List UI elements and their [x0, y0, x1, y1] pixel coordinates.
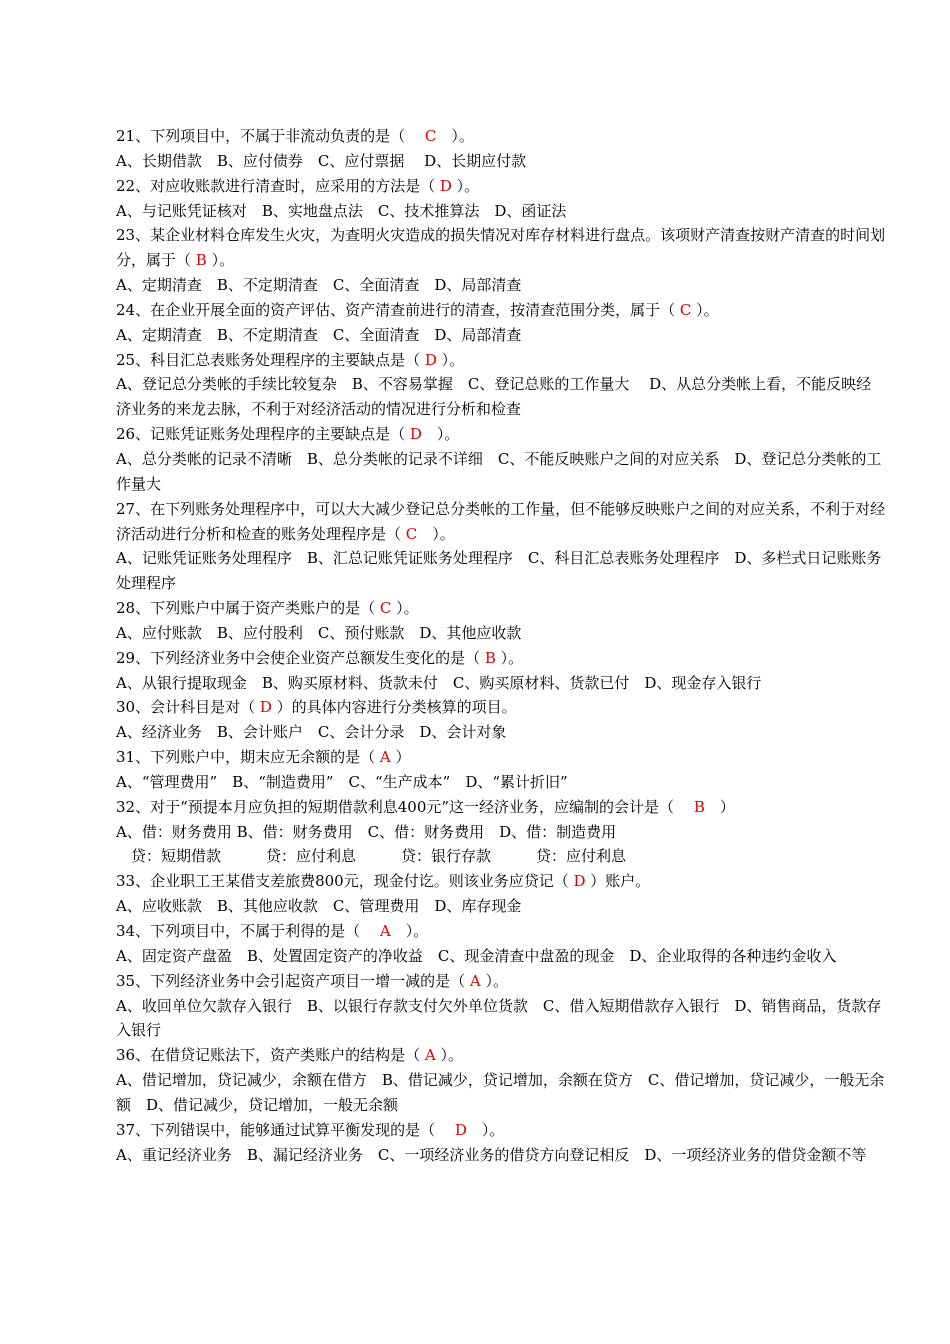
- question-options: A、重记经济业务 B、漏记经济业务 C、一项经济业务的借贷方向登记相反 D、一项经济业务的借贷金额不等: [116, 1145, 867, 1164]
- answer-letter: A: [375, 748, 396, 767]
- question-text: 23、某企业材料仓库发生火灾，为查明火灾造成的损失情况对库存材料进行盘点。该项财产清查按财产清查的时间划分，属于（: [116, 226, 886, 270]
- document-page: [116, 124, 886, 1167]
- question-text: 32、对于“预提本月应负担的短期借款利息400元”这一经济业务，应编制的会计是（: [116, 797, 675, 816]
- question-text: 26、记账凭证账务处理程序的主要缺点是（: [116, 425, 406, 444]
- question-options: A、记账凭证账务处理程序 B、汇总记账凭证账务处理程序 C、科目汇总表账务处理程序 D、多栏式日记账账务处理程序: [116, 549, 882, 593]
- question-text-end: ）。: [696, 300, 719, 319]
- answer-letter: A: [360, 922, 406, 940]
- question-text-end: ）的具体内容进行分类核算的项目。: [276, 698, 517, 717]
- question-options: A、从银行提取现金 B、购买原材料、货款未付 C、购买原材料、货款已付 D、现金存入银行: [116, 673, 762, 692]
- answer-letter: D: [405, 425, 437, 444]
- question-stem: [116, 869, 886, 894]
- answer-letter: C: [405, 127, 452, 145]
- question-text-end: ）。: [432, 524, 455, 543]
- question-text-end: ）。: [405, 922, 429, 940]
- question-text: 28、下列账户中属于资产类账户的是（: [116, 599, 376, 618]
- question-stem: [116, 1043, 886, 1068]
- answer-letter: B: [674, 797, 720, 816]
- question-text: 24、在企业开展全面的资产评估、资产清查前进行的清查，按清查范围分类，属于（: [116, 300, 676, 319]
- question-stem: [116, 1118, 886, 1143]
- question-stem: [116, 422, 886, 447]
- question-stem: [116, 646, 886, 671]
- question-text: 22、对应收账款进行清查时，应采用的方法是（: [116, 176, 436, 195]
- answer-letter: D: [435, 176, 457, 195]
- answer-letter: D: [420, 350, 442, 369]
- question-options: A、“管理费用” B、“制造费用” C、“生产成本” D、“累计折旧”: [116, 772, 568, 791]
- answer-letter: B: [191, 251, 212, 270]
- question-text-end: ）。: [440, 1046, 463, 1065]
- answer-letter: C: [401, 524, 433, 543]
- question-options: A、收回单位欠款存入银行 B、以银行存款支付欠外单位货款 C、借入短期借款存入银行 D、销售商品，货款存入银行: [116, 996, 882, 1040]
- answer-letter: D: [255, 698, 277, 717]
- question-stem: [116, 174, 886, 199]
- question-text: 30、会计科目是对（: [116, 698, 256, 717]
- question-options: A、长期借款 B、应付债券 C、应付票据 D、长期应付款: [116, 151, 527, 170]
- answer-letter: C: [675, 300, 697, 319]
- answer-letter: A: [420, 1046, 441, 1065]
- question-text-end: ）。: [500, 648, 524, 667]
- question-stem: [116, 969, 886, 994]
- question-options: A、借记增加，贷记减少，余额在借方 B、借记减少，贷记增加，余额在贷方 C、借记增加，贷记减少，一般无余额 D、借记减少，贷记增加，一般无余额: [116, 1071, 885, 1114]
- question-text: 33、企业职工王某借支差旅费800元，现金付讫。则该业务应贷记（: [116, 872, 569, 891]
- question-stem: [116, 223, 886, 273]
- question-text-end: ）。: [451, 127, 474, 145]
- question-stem: [116, 497, 886, 547]
- question-stem: [116, 695, 886, 720]
- answer-letter: A: [465, 971, 486, 990]
- question-text: 34、下列项目中，不属于利得的是（: [116, 922, 361, 940]
- question-options: A、应付账款 B、应付股利 C、预付账款 D、其他应收款: [116, 623, 522, 642]
- question-options: A、登记总分类帐的手续比较复杂 B、不容易掌握 C、登记总账的工作量大 D、从总分类帐上看，不能反映经济业务的来龙去脉，不利于对经济活动的情况进行分析和检查: [116, 375, 872, 419]
- question-text: 29、下列经济业务中会使企业资产总额发生变化的是（: [116, 648, 481, 667]
- answer-letter: D: [568, 872, 591, 891]
- answer-letter: B: [480, 648, 501, 667]
- question-text-end: ）。: [456, 176, 480, 195]
- answer-letter: D: [435, 1120, 482, 1139]
- question-stem: [116, 919, 886, 944]
- question-text: 35、下列经济业务中会引起资产项目一增一减的是（: [116, 971, 466, 990]
- question-options: A、固定资产盘盈 B、处置固定资产的净收益 C、现金清查中盘盈的现金 D、企业取得的各种违约金收入: [116, 946, 837, 965]
- answer-letter: C: [375, 599, 397, 618]
- question-text: 21、下列项目中，不属于非流动负责的是（: [116, 127, 406, 145]
- question-options: A、应收账款 B、其他应收款 C、管理费用 D、库存现金: [116, 897, 522, 916]
- question-stem: [116, 795, 886, 820]
- question-options: A、定期清查 B、不定期清查 C、全面清查 D、局部清查: [116, 325, 522, 344]
- question-text-end: ）: [719, 797, 735, 816]
- question-text: 27、在下列账务处理程序中，可以大大减少登记总分类帐的工作量，但不能够反映账户之间的对应关系，不利于对经济活动进行分析和检查的账务处理程序是（: [116, 499, 886, 543]
- question-stem: [116, 348, 886, 373]
- question-options: A、总分类帐的记录不清晰 B、总分类帐的记录不详细 C、不能反映账户之间的对应关系 D、登记总分类帐的工作量大: [116, 449, 882, 493]
- question-text-end: ）: [395, 748, 411, 767]
- question-text-end: ）。: [481, 1120, 505, 1139]
- question-text-end: ）。: [436, 425, 460, 444]
- question-text-end: ）。: [485, 971, 508, 990]
- question-stem: [116, 124, 886, 149]
- question-text: 37、下列错误中，能够通过试算平衡发现的是（: [116, 1120, 436, 1139]
- question-text: 25、科目汇总表账务处理程序的主要缺点是（: [116, 350, 421, 369]
- question-text-end: ）。: [441, 350, 465, 369]
- question-stem: [116, 298, 886, 323]
- question-text-end: ）。: [211, 251, 235, 270]
- question-text: 31、下列账户中，期末应无余额的是（: [116, 748, 376, 767]
- question-text: 36、在借贷记账法下，资产类账户的结构是（: [116, 1046, 421, 1065]
- question-options: A、经济业务 B、会计账户 C、会计分录 D、会计对象: [116, 723, 507, 742]
- question-stem: [116, 596, 886, 621]
- question-options: A、定期清查 B、不定期清查 C、全面清查 D、局部清查: [116, 276, 522, 295]
- question-stem: [116, 745, 886, 770]
- question-text-end: ）。: [396, 599, 419, 618]
- question-options: A、与记账凭证核对 B、实地盘点法 C、技术推算法 D、函证法: [116, 201, 567, 220]
- question-options: A、借：财务费用 B、借：财务费用 C、借：财务费用 D、借：制造费用 贷：短期借款 贷：应付利息 贷：银行存款 贷：应付利息: [116, 822, 627, 866]
- question-text-end: ）账户。: [590, 872, 651, 891]
